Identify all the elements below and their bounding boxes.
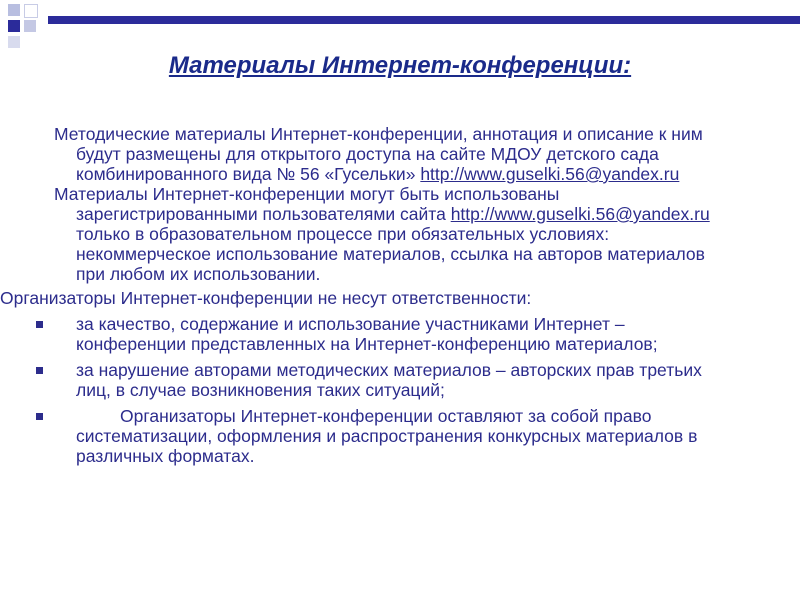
list-item [0,406,732,466]
header-bar [48,16,800,24]
paragraph-2 [32,184,732,284]
decor-square [24,4,38,18]
decor-square [8,20,20,32]
site-link-1[interactable]: http://www.guselki.56@yandex.ru [420,164,680,184]
bullet-icon [36,321,43,328]
decor-square [8,36,20,48]
list-item [0,314,732,354]
paragraph-1 [32,124,732,184]
bullet-icon [36,413,43,420]
main-content [0,124,732,466]
page-title: Материалы Интернет-конференции: [168,52,632,79]
decor-square [8,4,20,16]
paragraph-1-text: Методические материалы Интернет-конференции, аннотация и описание к ним будут размещены для открытого доступа на сайте МДОУ детского сада комбинированного вида № 56 «Гусельки» [54,124,703,184]
site-link-2[interactable]: http://www.guselki.56@yandex.ru [450,204,710,224]
bullet-icon [36,367,43,374]
list-item [0,360,732,400]
paragraph-2-text: Материалы Интернет-конференции могут быть использованы зарегистрированными пользователями сайта [54,184,560,224]
paragraph-3: Организаторы Интернет-конференции не несут ответственности: [0,288,532,308]
list-item-text: за нарушение авторами методических материалов – авторских прав третьих лиц, в случае возникновения таких ситуаций; [76,360,702,400]
list-item-text: за качество, содержание и использование участниками Интернет – конференции представленных на Интернет-конференцию материалов; [76,314,658,354]
decor-square [24,20,36,32]
list-item-text: Организаторы Интернет-конференции оставляют за собой право систематизации, оформления и распространения конкурсных материалов в различных форматах. [76,406,698,466]
paragraph-2-text-after: только в образовательном процессе при обязательных условиях: некоммерческое использование материалов, ссылка на авторов материалов при любом их использовании. [76,224,705,284]
